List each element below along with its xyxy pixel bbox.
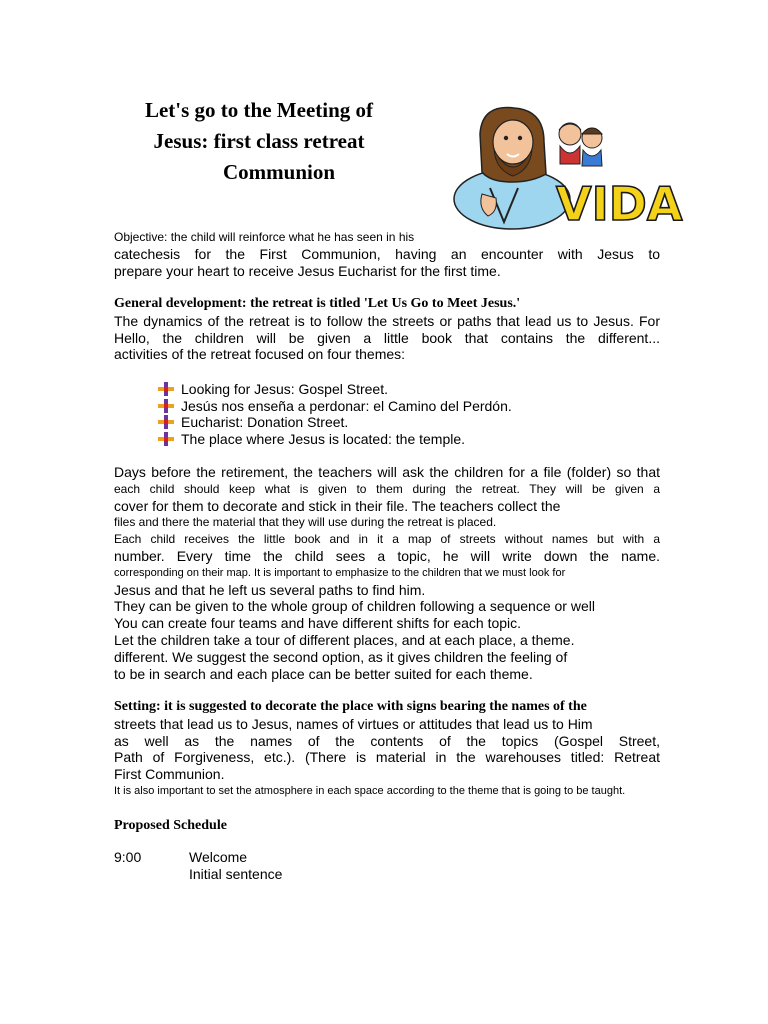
document-title — [114, 95, 404, 188]
objective-paragraph — [114, 229, 660, 279]
schedule-time: 9:00 — [114, 849, 142, 865]
list-item — [158, 381, 512, 398]
list-item — [158, 414, 512, 431]
paragraph-line: You can create four teams and have different shifts for each topic. — [114, 615, 522, 632]
paragraph-line: Days before the retirement, the teachers will ask the children for a file (folder) so that — [114, 464, 660, 480]
setting-line: First Communion. — [114, 766, 225, 783]
cross-bullet-icon — [158, 382, 174, 396]
paragraph-line: to be in search and each place can be better suited for each theme. — [114, 665, 533, 682]
setting-line: Path of Forgiveness, etc.). (There is material in the warehouses titled: Retreat — [114, 749, 660, 766]
schedule-item: Welcome — [189, 849, 248, 865]
setting-line: streets that lead us to Jesus, names of virtues or attitudes that lead us to Him — [114, 715, 593, 732]
paragraph-line: Each child receives the little book and in it a map of streets without names but with a — [114, 532, 660, 547]
cross-bullet-icon — [158, 415, 174, 429]
schedule-row — [114, 866, 282, 883]
paragraph-line: They can be given to the whole group of children following a sequence or well — [114, 598, 595, 615]
setting-line: as well as the names of the contents of the topics (Gospel Street, — [114, 732, 660, 749]
schedule-row — [114, 849, 282, 866]
paragraph-line: cover for them to decorate and stick in their file. The teachers collect the — [114, 497, 561, 514]
theme-label: Jesús nos enseña a perdonar: el Camino del Perdón. — [181, 397, 512, 414]
paragraph-line: Jesus and that he left us several paths to find him. — [114, 581, 426, 598]
setting-line: It is also important to set the atmosphere in each space according to the theme that is going to be taught. — [114, 784, 626, 797]
objective-line: Objective: the child will reinforce what he has seen in his — [114, 230, 415, 244]
general-line: Hello, the children will be given a little book that contains the different... — [114, 329, 660, 346]
paragraph-line: Let the children take a tour of different places, and at each place, a theme. — [114, 631, 575, 648]
schedule-time — [114, 866, 189, 883]
paragraph-line: different. We suggest the second option, as it gives children the feeling of — [114, 648, 568, 665]
schedule-item: Initial sentence — [189, 866, 283, 882]
objective-line: prepare your heart to receive Jesus Eucharist for the first time. — [114, 262, 501, 279]
paragraph-line: corresponding on their map. It is important to emphasize to the children that we must look for — [114, 566, 566, 579]
schedule-table — [114, 849, 282, 883]
general-line: The dynamics of the retreat is to follow the streets or paths that lead us to Jesus. For — [114, 312, 660, 329]
title-line-2: Jesus: first class retreat — [153, 129, 365, 153]
setting-heading: Setting: it is suggested to decorate the place with signs bearing the names of the — [114, 699, 587, 714]
vida-logo-text: VIDA — [556, 177, 683, 231]
general-development-section — [114, 296, 660, 363]
setting-section — [114, 699, 660, 800]
list-item — [158, 398, 512, 415]
list-item — [158, 431, 512, 448]
theme-label: Eucharist: Donation Street. — [181, 414, 349, 431]
paragraph-line: each child should keep what is given to them during the retreat. They will be given a — [114, 481, 660, 496]
theme-label: Looking for Jesus: Gospel Street. — [181, 381, 388, 397]
general-heading: General development: the retreat is titled 'Let Us Go to Meet Jesus.' — [114, 296, 521, 311]
jesus-vida-illustration-icon — [452, 104, 683, 231]
themes-list — [158, 381, 512, 447]
theme-label: The place where Jesus is located: the temple. — [181, 430, 466, 447]
schedule-heading: Proposed Schedule — [114, 818, 227, 833]
general-line: activities of the retreat focused on four themes: — [114, 346, 406, 363]
title-line-1: Let's go to the Meeting of — [144, 98, 374, 122]
title-line-3: Communion — [222, 160, 336, 184]
paragraph-line: files and there the material that they will use during the retreat is placed. — [114, 515, 497, 530]
objective-line: catechesis for the First Communion, having an encounter with Jesus to — [114, 245, 660, 262]
paragraph-line: number. Every time the child sees a topic, he will write down the name. — [114, 547, 660, 564]
cross-bullet-icon — [158, 399, 174, 413]
preparation-paragraph — [114, 464, 660, 682]
cross-bullet-icon — [158, 432, 174, 446]
